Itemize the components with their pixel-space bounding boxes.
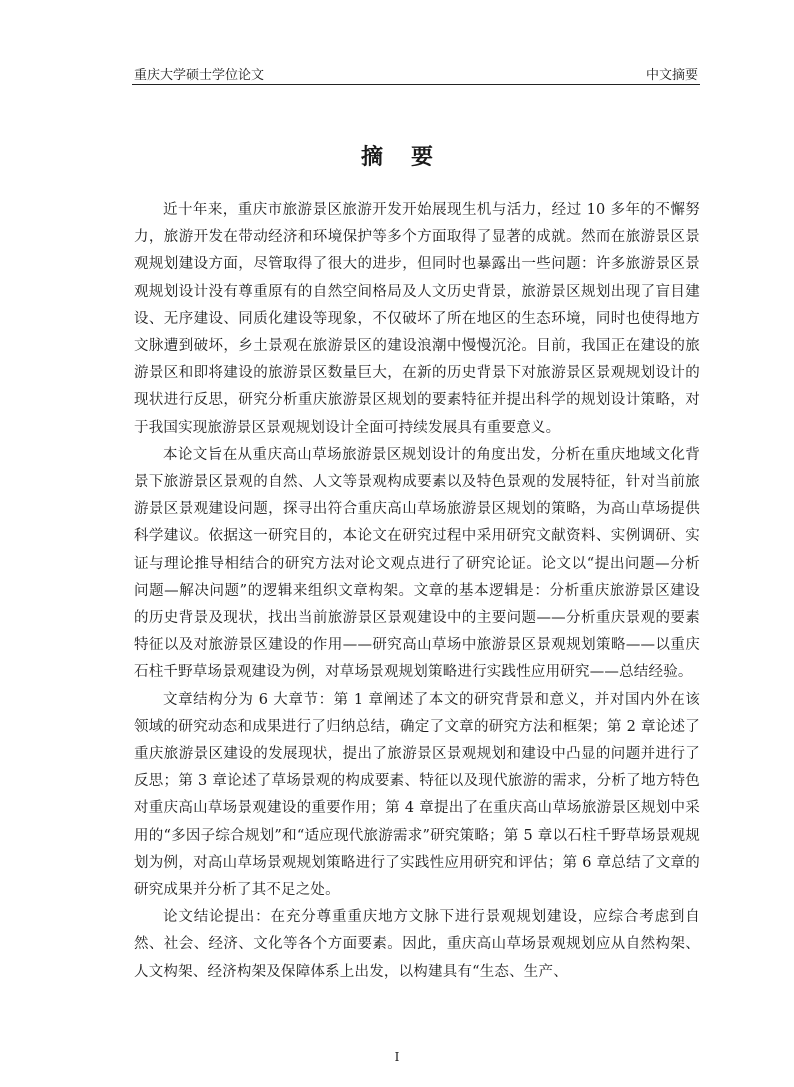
paragraph: 本论文旨在从重庆高山草场旅游景区规划设计的角度出发，分析在重庆地域文化背景下旅游景区景观的自然、人文等景观构成要素以及特色景观的发展特征，针对当前旅游景区景观建设问题，探寻出符合重庆高山草场旅游景区规划的策略，为高山草场提供科学建议。依据这一研究目的，本论文在研究过程中采用研究文献资料、实例调研、实证与理论推导相结合的研究方法对论文观点进行了研究论证。论文以“提出问题—分析问题—解决问题”的逻辑来组织文章构架。文章的基本逻辑是：分析重庆旅游景区建设的历史背景及现状，找出当前旅游景区景观建设中的主要问题——分析重庆景观的要素特征以及对旅游景区建设的作用——研究高山草场中旅游景区景观规划策略——以重庆石柱千野草场景观建设为例，对草场景观规划策略进行实践性应用研究——总结经验。 [134,446,700,681]
section-header-label: 中文摘要 [645,68,698,83]
abstract-body [134,197,700,986]
thesis-header-label: 重庆大学硕士学位论文 [134,68,265,83]
page-number: I [394,1050,400,1064]
paragraph: 近十年来，重庆市旅游景区旅游开发开始展现生机与活力，经过 10 多年的不懈努力，旅游开发在带动经济和环境保护等多个方面取得了显著的成就。然而在旅游景区景观规划建设方面，尽管取得了很大的进步，但同时也暴露出一些问题：许多旅游景区景观规划设计没有尊重原有的自然空间格局及人文历史背景，旅游景区规划出现了盲目建设、无序建设、同质化建设等现象，不仅破坏了所在地区的生态环境，同时也使得地方文脉遭到破坏，乡土景观在旅游景区的建设浪潮中慢慢沉沦。目前，我国正在建设的旅游景区和即将建设的旅游景区数量巨大，在新的历史背景下对旅游景区景观规划设计的现状进行反思，研究分析重庆旅游景区规划的要素特征并提出科学的规划设计策略，对于我国实现旅游景区景观规划设计全面可持续发展具有重要意义。 [134,202,700,436]
paragraph: 论文结论提出：在充分尊重重庆地方文脉下进行景观规划建设，应综合考虑到自然、社会、经济、文化等各个方面要素。因此，重庆高山草场景观规划应从自然构架、人文构架、经济构架及保障体系上出发，以构建具有“生态、生产、 [134,909,700,980]
paragraph: 文章结构分为 6 大章节：第 1 章阐述了本文的研究背景和意义，并对国内外在该领域的研究动态和成果进行了归纳总结，确定了文章的研究方法和框架；第 2 章论述了重庆旅游景区建设的发展现状，提出了旅游景区景观规划和建设中凸显的问题并进行了反思；第 3 章论述了草场景观的构成要素、特征以及现代旅游的需求，分析了地方特色对重庆高山草场景观建设的重要作用；第 4 章提出了在重庆高山草场旅游景区规划中采用的“多因子综合规划”和“适应现代旅游需求”研究策略；第 5 章以石柱千野草场景观规划为例，对高山草场景观规划策略进行了实践性应用研究和评估；第 6 章总结了文章的研究成果并分析了其不足之处。 [134,691,700,899]
page-title: 摘要 [360,144,461,170]
page-header [132,62,700,85]
